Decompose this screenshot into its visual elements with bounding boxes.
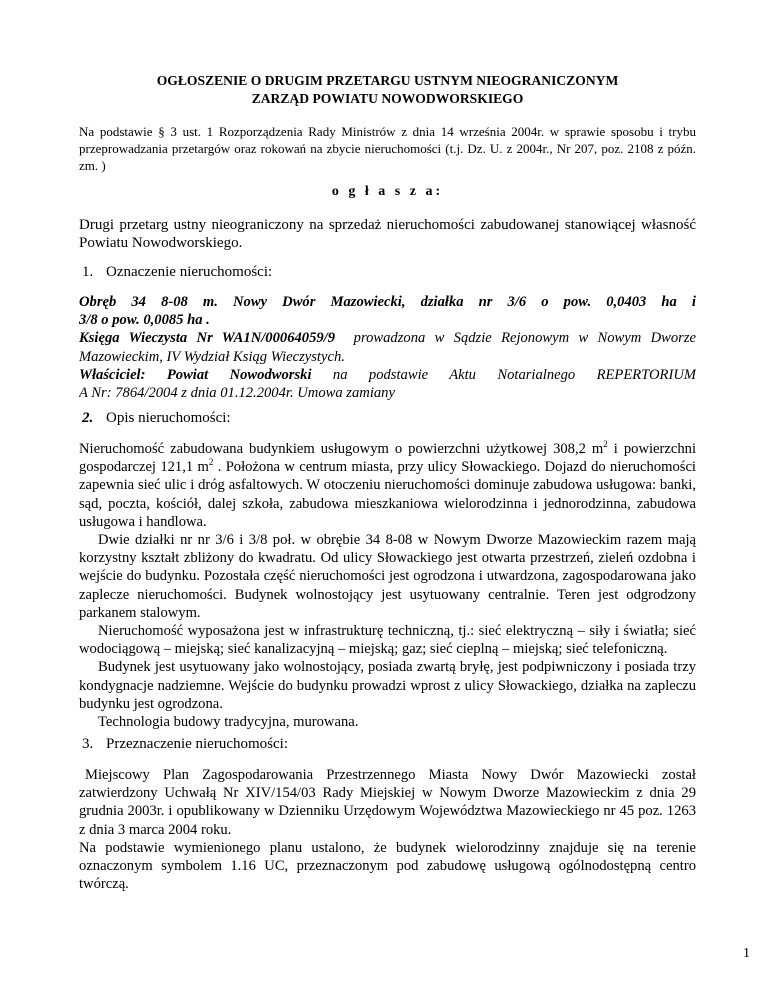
description-p1-a: Nieruchomość zabudowana budynkiem usługowym o powierzchni użytkowej 308,2 m [79,441,604,457]
description-paragraph-1 [79,440,696,531]
legal-basis-paragraph: Na podstawie § 3 ust. 1 Rozporządzenia Rady Ministrów z dnia 14 września 2004r. w sprawie sposobu i trybu przeprowadzania przetargów oraz rokowań na zbycie nieruchomości (t.j. Dz. U. z 2004r., Nr 207, poz. 2108 z późn. zm. ) [79,124,696,174]
section-2-number: 2. [82,410,94,426]
section-3-body [79,766,696,893]
owner-line-2: A Nr: 7864/2004 z dnia 01.12.2004r. Umowa zamiany [79,385,395,402]
owner-label: Właściciel: Powiat Nowodworski [79,366,312,383]
section-2-body [79,440,696,731]
land-register-line [79,329,696,347]
land-register-line-2: Mazowieckim, IV Wydział Ksiąg Wieczystych. [79,348,345,365]
section-3-title: Przeznaczenie nieruchomości: [106,736,288,752]
section-1-body [79,293,696,402]
description-p1-b: i powierzchni gospodarczej 121,1 m [79,441,696,476]
document-title [79,72,696,108]
section-1-title: Oznaczenie nieruchomości: [106,264,273,280]
purpose-paragraph-2: Na podstawie wymienionego planu ustalono, że budynek wielorodzinny znajduje się na terenie oznaczonym symbolem 1.16 UC, przeznaczonym pod zabudowę usługową ogólnodostępną centro twórczą. [79,839,696,893]
owner-text: na podstawie Aktu Notarialnego REPERTORIUM [332,366,696,383]
purpose-paragraph-1: Miejscowy Plan Zagospodarowania Przestrzennego Miasta Nowy Dwór Mazowiecki został zatwierdzony Uchwałą Nr XIV/154/03 Rady Miejskiej w Nowym Dworze Mazowieckim z dnia 29 grudnia 2003r. i opublikowany w Dzienniku Urzędowym Województwa Mazowieckiego nr 45 poz. 1263 z dnia 3 marca 2004 roku. [79,767,696,838]
m2-superscript-2: 2 [208,457,214,468]
section-3-heading [82,736,288,753]
parcel-line-2: 3/8 o pow. 0,0085 ha . [79,312,210,329]
title-line-2: ZARZĄD POWIATU NOWODWORSKIEGO [251,91,524,106]
land-register-text: prowadzona w Sądzie Rejonowym w Nowym Dworze [353,330,696,347]
description-paragraph-2: Dwie działki nr nr 3/6 i 3/8 poł. w obrębie 34 8-08 w Nowym Dworze Mazowieckim razem mają korzystny kształt zbliżony do kwadratu. Od ulicy Słowackiego jest otwarta przestrzeń, zieleń ozdobna i wejście do budynku. Pozostała część nieruchomości jest ogrodzona i utwardzona, zagospodarowana jako zaplecze nieruchomości. Budynek wolnostojący jest usytuowany centralnie. Teren jest odgrodzony parkanem stalowym. [79,532,696,621]
m2-superscript: 2 [603,439,608,450]
announces-heading: o g ł a s z a: [331,184,444,199]
land-register-label: Księga Wieczysta Nr WA1N/00064059/9 [79,330,336,347]
section-2-heading [82,410,231,427]
parcel-line-1: Obręb 34 8-08 m. Nowy Dwór Mazowiecki, działka nr 3/6 o pow. 0,0403 ha i [79,294,696,310]
title-line-1: OGŁOSZENIE O DRUGIM PRZETARGU USTNYM NIEOGRANICZONYM [156,73,619,88]
description-paragraph-5: Technologia budowy tradycyjna, murowana. [98,714,359,731]
section-1-heading [82,264,272,281]
description-paragraph-3: Nieruchomość wyposażona jest w infrastrukturę techniczną, tj.: sieć elektryczną – siły i światła; sieć wodociągową – miejską; sieć kanalizacyjną – miejską; gaz; sieć cieplną – miejską; sieć telefoniczną. [79,623,696,658]
lead-paragraph: Drugi przetarg ustny nieograniczony na sprzedaż nieruchomości zabudowanej stanowiącej własność Powiatu Nowodworskiego. [79,217,696,251]
description-p1-c: . Położona w centrum miasta, przy ulicy Słowackiego. Dojazd do nieruchomości zapewnia sieć ulic i dróg asfaltowych. W otoczeniu nieruchomości dominuje zabudowa usługowa: banki, sąd, poczta, kościół, dalej szkoła, zabudowa mieszkaniowa wielorodzinna i jednorodzinna, zabudowa usługowa i handlowa. [79,459,696,530]
owner-line [79,366,696,384]
section-3-number: 3. [82,736,94,752]
page-number: 1 [743,946,750,961]
section-1-number: 1. [82,264,94,280]
description-paragraph-4: Budynek jest usytuowany jako wolnostojący, posiada zwartą bryłę, jest podpiwniczony i posiada trzy kondygnacje nadziemne. Wejście do budynku prowadzi wprost z ulicy Słowackiego, działka na zapleczu budynku jest ogrodzona. [79,659,696,712]
section-2-title: Opis nieruchomości: [106,410,231,426]
